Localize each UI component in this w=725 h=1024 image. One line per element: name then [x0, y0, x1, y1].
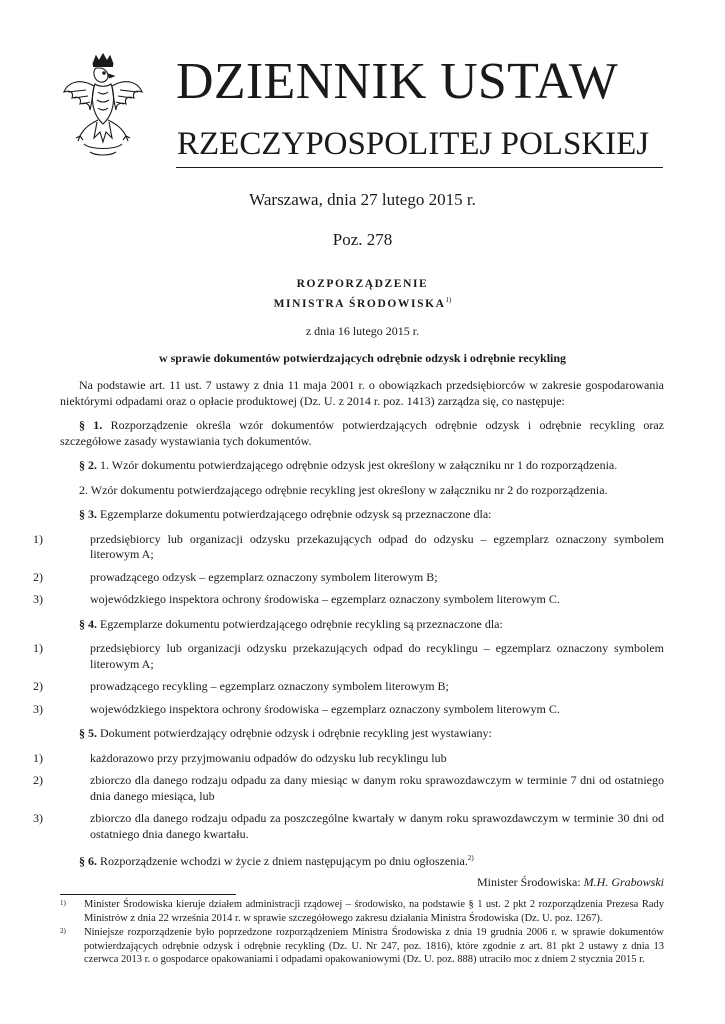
item-number: 1)	[33, 531, 43, 546]
section-6	[60, 851, 664, 870]
list-item	[33, 750, 664, 767]
item-number: 3)	[33, 592, 43, 606]
section-2	[60, 458, 664, 474]
item-number: 2)	[33, 569, 43, 584]
act-subject: w sprawie dokumentów potwierdzających odrębnie odzysk i odrębnie recykling	[158, 351, 567, 365]
list-item	[33, 701, 664, 718]
item-number: 3)	[33, 701, 43, 716]
item-number: 2)	[33, 773, 43, 787]
section-text: Egzemplarze dokumentu potwierdzającego odrębnie recykling są przeznaczone dla:	[97, 616, 503, 631]
list-item	[33, 679, 664, 695]
signature-label: Minister Środowiska:	[476, 874, 584, 889]
list-item	[33, 569, 664, 586]
section-mark: § 5.	[79, 726, 97, 740]
item-text: wojewódzkiego inspektora ochrony środowiska – egzemplarz oznaczony symbolem literowym C.	[90, 592, 560, 606]
section-1	[60, 418, 664, 449]
item-text: zbiorczo dla danego rodzaju odpadu za poszczególne kwartały w danym roku sprawozdawczym w terminie 30 dni od ostatniego dnia danego kwartału.	[90, 811, 664, 841]
section-text: 1. Wzór dokumentu potwierdzającego odrębnie odzysk jest określony w załączniku nr 1 do rozporządzenia.	[97, 458, 618, 472]
masthead-rule	[176, 167, 663, 168]
section-mark: § 3.	[79, 507, 97, 521]
preamble: Na podstawie art. 11 ust. 7 ustawy z dnia 11 maja 2001 r. o obowiązkach przedsiębiorców w zakresie gospodarowania niektórymi odpadami oraz o opłacie produktowej (Dz. U. z 2014 r. poz. 1413) zarządza się, co następuje:	[60, 378, 664, 408]
issuer-footnote-ref: 1)	[445, 296, 452, 304]
footnote-divider	[60, 894, 236, 895]
list-item	[33, 641, 664, 672]
footnote	[60, 898, 664, 925]
footnote-number: 2)	[60, 927, 66, 935]
item-text: prowadzącego recykling – egzemplarz oznaczony symbolem literowym B;	[90, 679, 449, 693]
signature	[60, 875, 664, 891]
section-5	[60, 726, 664, 742]
section-text: Dokument potwierdzający odrębnie odzysk i odrębnie recykling jest wystawiany:	[97, 726, 492, 740]
footnote-text: Niniejsze rozporządzenie było poprzedzone rozporządzeniem Ministra Środowiska z dnia 19 grudnia 2006 r. w sprawie dokumentów potwierdzających odrębnie odzysk i odrębnie recykling (Dz. U. Nr 247, poz. 1816), które zgodnie z art. 81 pkt 2 ustawy z dnia 13 czerwca 2013 r. o gospodarce opakowaniami i odpadami opakowaniowymi (Dz. U. poz. 888) utraciło moc z dniem 2 stycznia 2015 r.	[84, 927, 664, 965]
item-number: 2)	[33, 679, 43, 693]
section-mark: § 2.	[79, 458, 97, 472]
act-date: z dnia 16 lutego 2015 r.	[305, 324, 420, 338]
footnote-ref: 2)	[467, 854, 474, 862]
section-text: Rozporządzenie określa wzór dokumentów potwierdzających odrębnie odzysk i odrębnie recykling oraz szczegółowe zasady wystawiania tych dokumentów.	[60, 418, 664, 448]
footnotes	[60, 898, 664, 968]
item-number: 3)	[33, 811, 43, 825]
journal-subtitle: RZECZYPOSPOLITEJ POLSKIEJ	[177, 126, 650, 162]
issuer-name: MINISTRA ŚRODOWISKA	[273, 298, 446, 310]
section-mark: § 1.	[79, 418, 103, 432]
item-text: każdorazowo przy przyjmowaniu odpadów do odzysku lub recyklingu lub	[90, 750, 447, 765]
footnote-number: 1)	[60, 899, 66, 907]
section-2-para-2: 2. Wzór dokumentu potwierdzającego odrębnie recykling jest określony w załączniku nr 2 do rozporządzenia.	[79, 482, 608, 497]
act-issuer	[0, 296, 725, 310]
list-item	[33, 811, 664, 842]
section-mark: § 6.	[79, 854, 97, 868]
footnote	[60, 926, 664, 967]
section-text: Egzemplarze dokumentu potwierdzającego odrębnie odzysk są przeznaczone dla:	[97, 507, 492, 521]
journal-title: DZIENNIK USTAW	[176, 53, 619, 110]
position-number: Poz. 278	[332, 230, 393, 249]
dateline: Warszawa, dnia 27 lutego 2015 r.	[249, 190, 476, 209]
list-item	[33, 531, 664, 563]
item-text: zbiorczo dla danego rodzaju odpadu za dany miesiąc w danym roku sprawozdawczym w terminie 7 dni od ostatniego dnia danego miesiąca, lub	[90, 773, 664, 803]
signatory-name: M.H. Grabowski	[583, 874, 664, 889]
section-mark: § 4.	[79, 616, 97, 631]
polish-eagle-emblem-icon	[60, 52, 146, 162]
section-4	[60, 617, 664, 633]
item-text: wojewódzkiego inspektora ochrony środowiska – egzemplarz oznaczony symbolem literowym C.	[90, 701, 560, 716]
section-3	[60, 507, 664, 523]
item-number: 1)	[33, 750, 43, 765]
list-item	[33, 773, 664, 804]
item-number: 1)	[33, 641, 43, 655]
item-text: przedsiębiorcy lub organizacji odzysku przekazujących odpad do odzysku – egzemplarz oznaczony symbolem literowym A;	[90, 531, 664, 561]
item-text: przedsiębiorcy lub organizacji odzysku przekazujących odpad do recyklingu – egzemplarz oznaczony symbolem literowym A;	[90, 641, 664, 671]
act-body	[33, 378, 664, 890]
footnote-text: Minister Środowiska kieruje działem administracji rządowej – środowisko, na podstawie § 1 ust. 2 pkt 2 rozporządzenia Prezesa Rady Ministrów z dnia 22 września 2014 r. w sprawie szczegółowego zakresu działania Ministra Środowiska (Dz. U. poz. 1267).	[84, 899, 664, 924]
section-text: Rozporządzenie wchodzi w życie z dniem następującym po dniu ogłoszenia.	[97, 854, 468, 868]
list-item	[33, 592, 664, 608]
item-text: prowadzącego odzysk – egzemplarz oznaczony symbolem literowym B;	[90, 569, 438, 584]
act-type: ROZPORZĄDZENIE	[296, 278, 429, 290]
